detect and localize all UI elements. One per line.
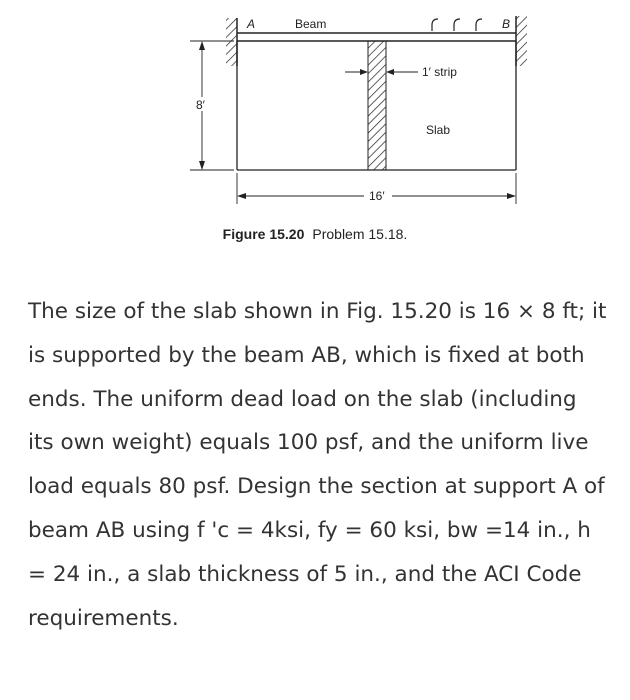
strip-arrowhead-left	[360, 69, 368, 75]
load-curl-2	[454, 19, 460, 31]
figure-caption	[0, 226, 630, 242]
label-a: A	[247, 17, 256, 31]
one-foot-strip	[368, 41, 386, 170]
dim-height-label: 8′	[196, 98, 205, 112]
support-b-hatch	[516, 16, 527, 66]
support-a-hatch	[226, 18, 237, 66]
problem-text: The size of the slab shown in Fig. 15.20 is 16 × 8 ft; it is supported by the beam AB, which is fixed at both ends. The uniform dead load on the slab (including its own weight) equals 100 psf, and the uniform live load equals 80 psf. Design the section at support A of beam AB using f 'c = 4ksi, fy = 60 ksi, bw =14 in., h = 24 in., a slab thickness of 5 in., and the ACI Code requirements.	[28, 299, 607, 631]
dim-width-arrow-left	[237, 193, 246, 199]
caption-number: Figure 15.20	[222, 226, 305, 242]
label-b: B	[502, 17, 511, 31]
slab-beam-diagram	[0, 0, 630, 260]
strip-arrowhead-right	[386, 69, 394, 75]
label-slab: Slab	[426, 123, 451, 137]
load-curl-3	[476, 19, 482, 31]
dim-height-arrow-bottom	[199, 161, 205, 170]
label-beam: Beam	[295, 17, 327, 31]
figure	[0, 0, 630, 260]
label-strip: 1′ strip	[422, 65, 457, 79]
dim-width-label: 16′	[369, 189, 385, 203]
caption-text: Problem 15.18.	[312, 226, 408, 242]
dim-width-arrow-right	[507, 193, 516, 199]
dim-height-arrow-top	[199, 41, 205, 50]
load-curl-1	[432, 19, 438, 31]
